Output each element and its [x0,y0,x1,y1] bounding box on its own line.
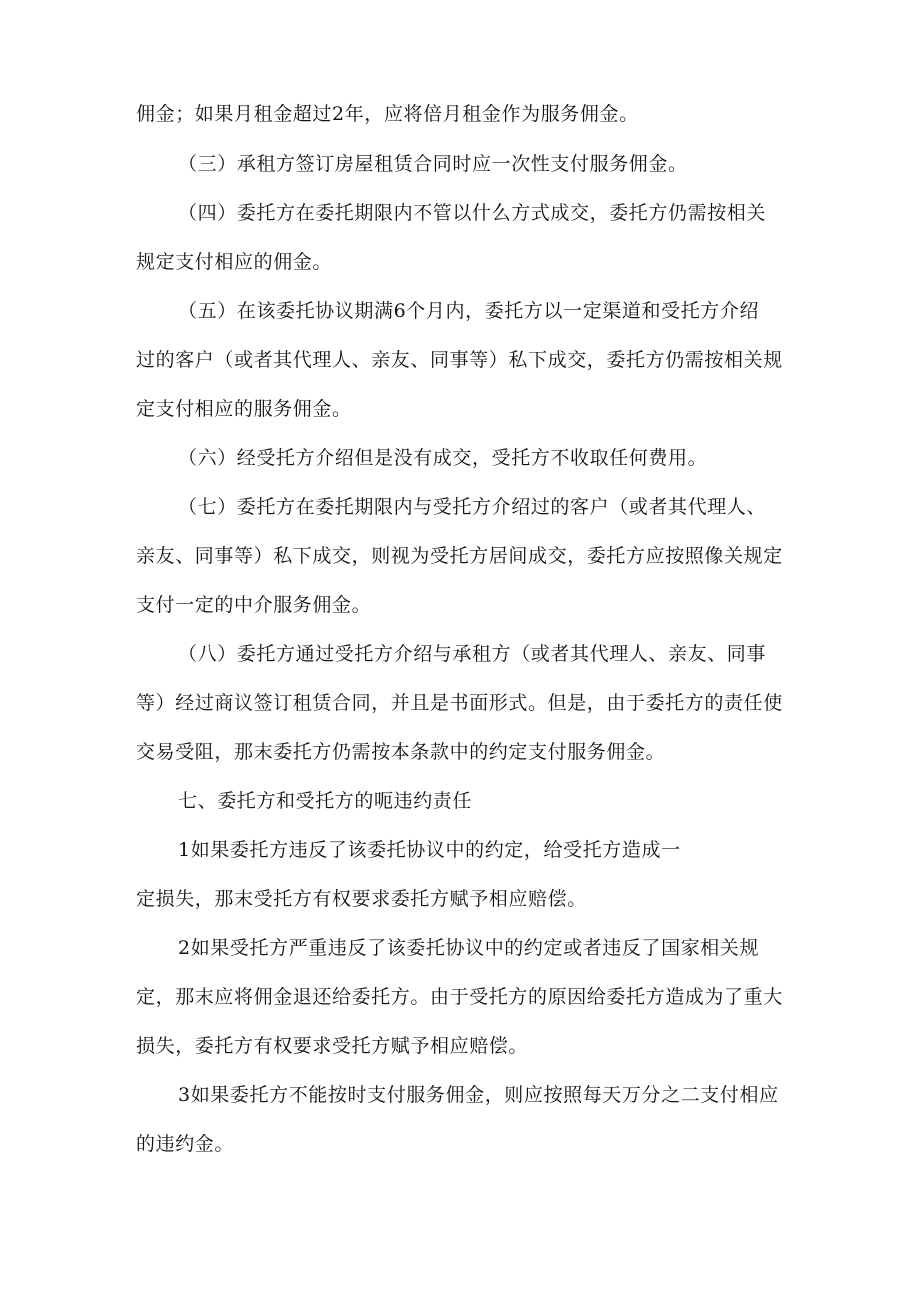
text-line: 支付一定的中介服务佣金。 [136,594,372,616]
text-line: （五）在该委托协议期满6个月内，委托方以一定渠道和受托方介绍 [178,300,760,322]
text-line: 损失，委托方有权要求受托方赋予相应赔偿。 [136,1035,529,1057]
text-line: 佣金；如果月租金超过2年，应将倍月租金作为服务佣金。 [136,103,639,125]
text-line: （四）委托方在委托期限内不管以什么方式成交，委托方仍需按相关 [178,202,767,224]
text-line: 定支付相应的服务佣金。 [136,398,352,420]
text-line: （七）委托方在委托期限内与受托方介绍过的客户（或者其代理人、 [178,496,767,518]
text-line: 等）经过商议签订租赁合同，并且是书面形式。但是，由于委托方的责任使 [136,692,783,714]
text-line: 交易受阻，那末委托方仍需按本条款中的约定支付服务佣金。 [136,741,666,763]
section-heading: 七、委托方和受托方的呃违约责任 [178,790,473,812]
text-line: 过的客户（或者其代理人、亲友、同事等）私下成交，委托方仍需按相关规 [136,349,783,371]
text-line: 1如果委托方违反了该委托协议中的约定，给受托方造成一 [178,839,681,861]
text-line: （三）承租方签订房屋租赁合同时应一次性支付服务佣金。 [178,153,688,175]
text-line: 规定支付相应的佣金。 [136,251,333,273]
text-line: 亲友、同事等）私下成交，则视为受托方居间成交，委托方应按照像关规定 [136,545,783,567]
text-line: （八）委托方通过受托方介绍与承租方（或者其代理人、亲友、同事 [178,643,767,665]
text-line: 的违约金。 [136,1133,235,1155]
text-line: 2如果受托方严重违反了该委托协议中的约定或者违反了国家相关规 [178,937,760,959]
text-line: 3如果委托方不能按时支付服务佣金，则应按照每天万分之二支付相应 [178,1084,779,1106]
text-line: 定损失，那末受托方有权要求委托方赋予相应赔偿。 [136,888,587,910]
text-line: （六）经受托方介绍但是没有成交，受托方不收取任何费用。 [178,447,708,469]
text-line: 定，那末应将佣金退还给委托方。由于受托方的原因给委托方造成为了重大 [136,986,783,1008]
